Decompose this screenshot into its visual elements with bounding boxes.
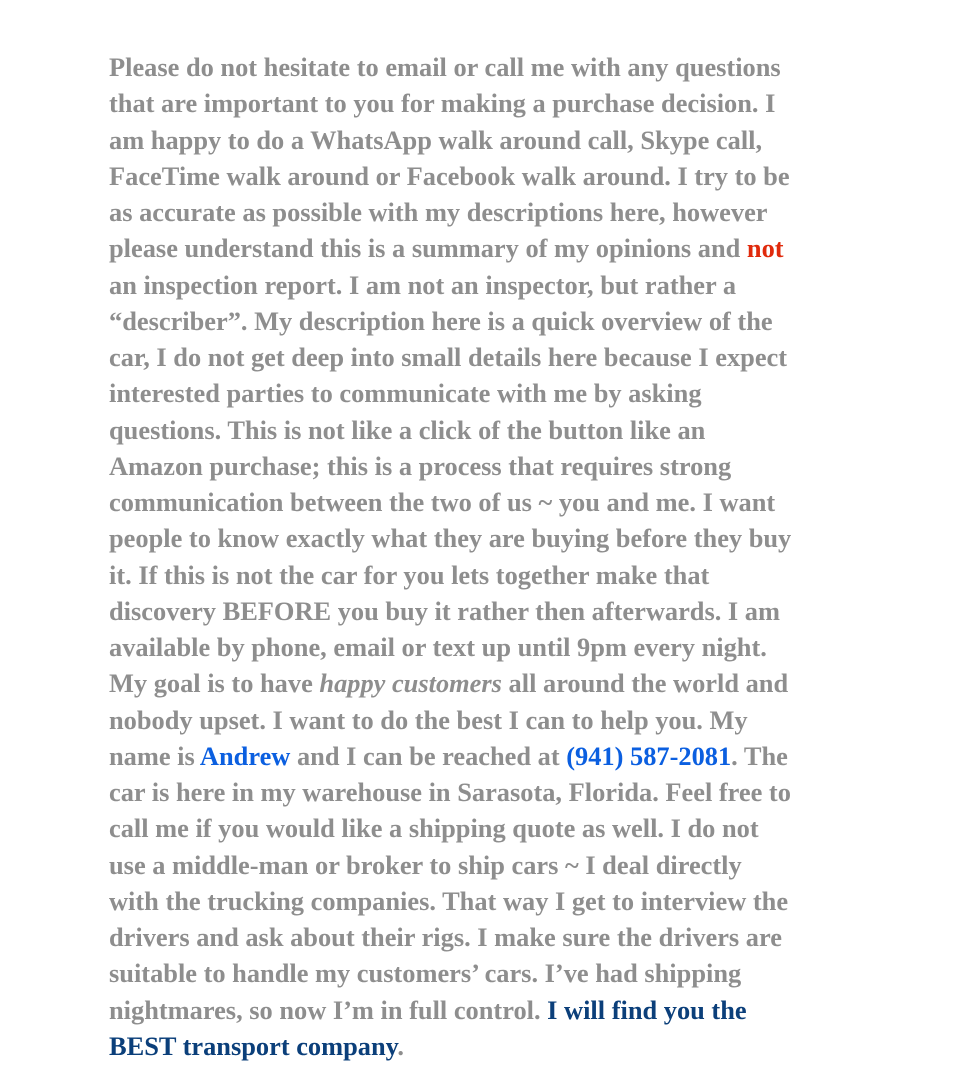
text-line xyxy=(109,122,849,158)
text-segment: suitable to handle my customers’ cars. I’ve had shipping xyxy=(109,958,742,989)
highlight-text: BEST transport company xyxy=(109,1030,398,1061)
highlight-text: I will find you the xyxy=(547,994,747,1025)
text-line xyxy=(109,665,849,701)
text-segment: call me if you would like a shipping quote as well. I do not xyxy=(109,813,759,844)
text-line xyxy=(109,412,849,448)
text-segment: . xyxy=(397,1030,405,1061)
text-line xyxy=(109,375,849,411)
text-line xyxy=(109,557,849,593)
text-segment: questions. This is not like a click of the button like an xyxy=(109,414,706,445)
text-segment: nobody upset. I want to do the best I can to help you. My xyxy=(109,704,748,735)
text-line xyxy=(109,847,849,883)
text-line xyxy=(109,339,849,375)
text-segment: please understand this is a summary of my opinions and xyxy=(109,233,747,264)
text-line xyxy=(109,303,849,339)
text-line xyxy=(109,810,849,846)
text-line xyxy=(109,484,849,520)
text-line xyxy=(109,883,849,919)
emphasis-text: not xyxy=(746,233,784,264)
text-segment: car, I do not get deep into small details here because I expect xyxy=(109,342,788,372)
text-segment: car is here in my warehouse in Sarasota, Florida. Feel free to xyxy=(109,777,791,807)
text-segment: with the trucking companies. That way I get to interview the xyxy=(109,885,789,916)
text-line xyxy=(109,230,849,266)
text-segment: am happy to do a WhatsApp walk around call, Skype call, xyxy=(109,124,763,155)
text-segment: Amazon purchase; this is a process that requires strong xyxy=(109,450,732,481)
contact-link[interactable]: (941) 587-2081 xyxy=(566,740,732,771)
text-segment: people to know exactly what they are buying before they buy xyxy=(109,523,792,554)
text-segment: and I can be reached at xyxy=(290,740,567,771)
text-segment: . The xyxy=(731,740,788,771)
text-segment: My goal is to have xyxy=(109,668,320,699)
text-line xyxy=(109,955,849,991)
text-segment: use a middle-man or broker to ship cars ~ I deal directly xyxy=(109,849,742,880)
text-segment: discovery BEFORE you buy it rather then afterwards. I am xyxy=(109,595,780,626)
text-line xyxy=(109,992,849,1028)
text-segment: an inspection report. I am not an inspector, but rather a xyxy=(109,269,737,300)
text-segment: name is xyxy=(109,740,200,771)
text-line xyxy=(109,448,849,484)
text-line xyxy=(109,593,849,629)
text-line xyxy=(109,267,849,303)
text-line xyxy=(109,702,849,738)
text-segment: FaceTime walk around or Facebook walk around. I try to be xyxy=(109,160,790,191)
text-line xyxy=(109,520,849,556)
text-segment: Please do not hesitate to email or call me with any questions xyxy=(109,52,781,82)
text-line xyxy=(109,919,849,955)
text-line xyxy=(109,629,849,665)
text-segment: interested parties to communicate with me by asking xyxy=(109,378,702,409)
text-line xyxy=(109,1028,849,1064)
text-segment: as accurate as possible with my descriptions here, however xyxy=(109,197,768,227)
text-line xyxy=(109,49,849,85)
italic-text: happy customers xyxy=(319,668,502,699)
contact-link[interactable]: Andrew xyxy=(199,740,291,771)
text-line xyxy=(109,158,849,194)
text-segment: it. If this is not the car for you lets together make that xyxy=(109,559,710,590)
text-line xyxy=(109,194,849,230)
text-segment: communication between the two of us ~ you and me. I want xyxy=(109,487,776,517)
text-segment: nightmares, so now I’m in full control. xyxy=(109,994,548,1025)
text-segment: “describer”. My description here is a quick overview of the xyxy=(109,305,773,336)
text-line xyxy=(109,774,849,810)
text-segment: all around the world and xyxy=(501,668,789,699)
text-line xyxy=(109,85,849,121)
text-line xyxy=(109,738,849,774)
description-paragraph xyxy=(109,49,849,1064)
text-segment: available by phone, email or text up until 9pm every night. xyxy=(109,632,767,662)
text-segment: drivers and ask about their rigs. I make sure the drivers are xyxy=(109,922,782,952)
text-segment: that are important to you for making a purchase decision. I xyxy=(109,88,776,119)
